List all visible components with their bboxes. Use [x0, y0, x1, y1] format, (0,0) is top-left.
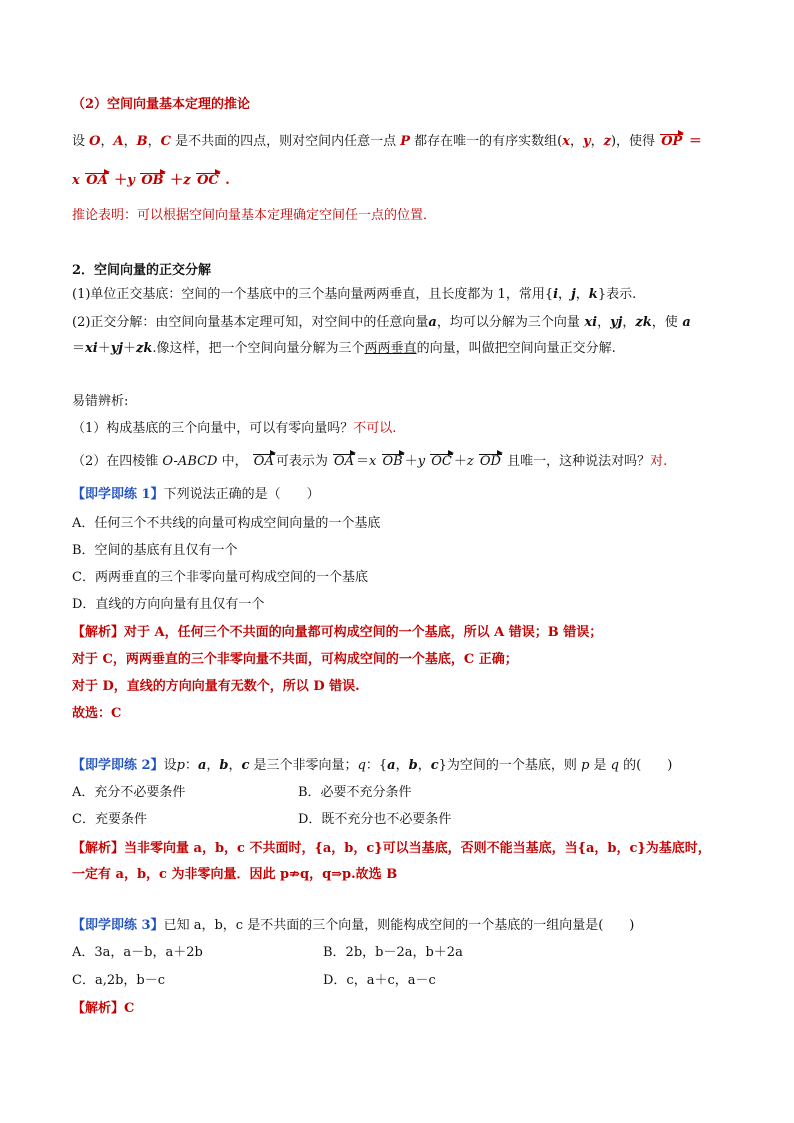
exercise-2-question: 【即学即练 2】设p：a，b，c 是三个非零向量；q：{a，b，c}为空间的一个基底，则 p 是 q 的( ): [72, 758, 673, 773]
vector-OB: OB: [382, 454, 403, 469]
vector-OA: OA: [253, 454, 274, 469]
vector-OD: OD: [479, 454, 501, 469]
vector-OC: OC: [431, 454, 452, 469]
orthogonal-para2-line2: ＝xi＋yj＋zk.像这样，把一个空间向量分解为三个两两垂直的向量，叫做把空间向量正交分解.: [72, 341, 616, 356]
vector-OP: OP: [661, 134, 683, 149]
exercise-2-solution-line2: 一定有 a，b，c 为非零向量．因此 p⇏q，q⇒p.故选 B: [72, 867, 398, 882]
vector-OA: OA: [86, 173, 108, 188]
section-heading-corollary: （2）空间向量基本定理的推论: [72, 97, 251, 112]
vector-OA: OA: [333, 454, 355, 469]
exercise-tag: 【即学即练 1】: [72, 487, 164, 502]
exercise-2-option-c: C．充要条件: [72, 812, 147, 827]
exercise-3-option-c: C．a,2b，b－c: [72, 973, 166, 988]
exercise-2-option-a: A．充分不必要条件: [72, 785, 186, 800]
vector-OB: OB: [141, 173, 164, 188]
pitfall-q1: （1）构成基底的三个向量中，可以有零向量吗？不可以.: [72, 421, 397, 436]
exercise-3-option-b: B．2b，b－2a，b＋2a: [323, 945, 463, 960]
pitfall-heading: 易错辨析:: [72, 394, 129, 409]
vector-OC: OC: [197, 173, 219, 188]
exercise-1-option-c: C．两两垂直的三个非零向量可构成空间的一个基底: [72, 570, 368, 585]
exercise-3-question: 【即学即练 3】已知 a，b，c 是不共面的三个向量，则能构成空间的一个基底的一组向量是( ): [72, 918, 635, 933]
exercise-1-solution-line2: 对于 C，两两垂直的三个非零向量不共面，可构成空间的一个基底，C 正确；: [72, 652, 518, 667]
exercise-3-solution: 【解析】C: [72, 1001, 135, 1016]
exercise-tag: 【即学即练 2】: [72, 758, 164, 773]
exercise-3-option-d: D．c，a＋c，a－c: [323, 973, 436, 988]
pitfall-q2: （2）在四棱锥 O-ABCD 中， OA 可表示为 OA ＝x OB ＋y OC ＋z OD 且唯一，这种说法对吗？对.: [72, 454, 668, 469]
exercise-1-option-d: D．直线的方向向量有且仅有一个: [72, 597, 265, 612]
exercise-3-option-a: A．3a，a－b，a＋2b: [72, 945, 203, 960]
exercise-1-question: 【即学即练 1】下列说法正确的是（ ）: [72, 487, 320, 502]
exercise-1-option-a: A．任何三个不共线的向量可构成空间向量的一个基底: [72, 516, 381, 531]
corollary-statement-line1: 设 O，A，B，C 是不共面的四点，则对空间内任意一点 P 都存在唯一的有序实数组(x，y，z)，使得 OP ＝: [72, 134, 702, 149]
exercise-tag: 【即学即练 3】: [72, 918, 164, 933]
corollary-note: 推论表明：可以根据空间向量基本定理确定空间任一点的位置．: [72, 208, 437, 223]
exercise-1-solution-line3: 对于 D，直线的方向向量有无数个，所以 D 错误.: [72, 679, 360, 694]
exercise-2-solution-line1: 【解析】当非零向量 a，b，c 不共面时，{a，b，c}可以当基底，否则不能当基底，当{a，b，c}为基底时，: [72, 841, 711, 856]
orthogonal-para2-line1: (2)正交分解：由空间向量基本定理可知，对空间中的任意向量a，均可以分解为三个向量 xi，yj，zk，使 a: [72, 315, 691, 330]
exercise-1-answer: 故选：C: [72, 706, 122, 721]
exercise-1-option-b: B．空间的基底有且仅有一个: [72, 543, 238, 558]
corollary-statement-line2: x OA ＋y OB ＋z OC .: [72, 173, 230, 188]
exercise-2-option-d: D．既不充分也不必要条件: [298, 812, 452, 827]
orthogonal-para1: (1)单位正交基底：空间的一个基底中的三个基向量两两垂直，且长度都为 1，常用{i，j，k}表示.: [72, 287, 637, 302]
section-heading-orthogonal: 2．空间向量的正交分解: [72, 263, 212, 278]
exercise-1-solution-line1: 【解析】对于 A，任何三个不共面的向量都可构成空间的一个基底，所以 A 错误；B 错误；: [72, 625, 603, 640]
exercise-2-option-b: B．必要不充分条件: [298, 785, 412, 800]
